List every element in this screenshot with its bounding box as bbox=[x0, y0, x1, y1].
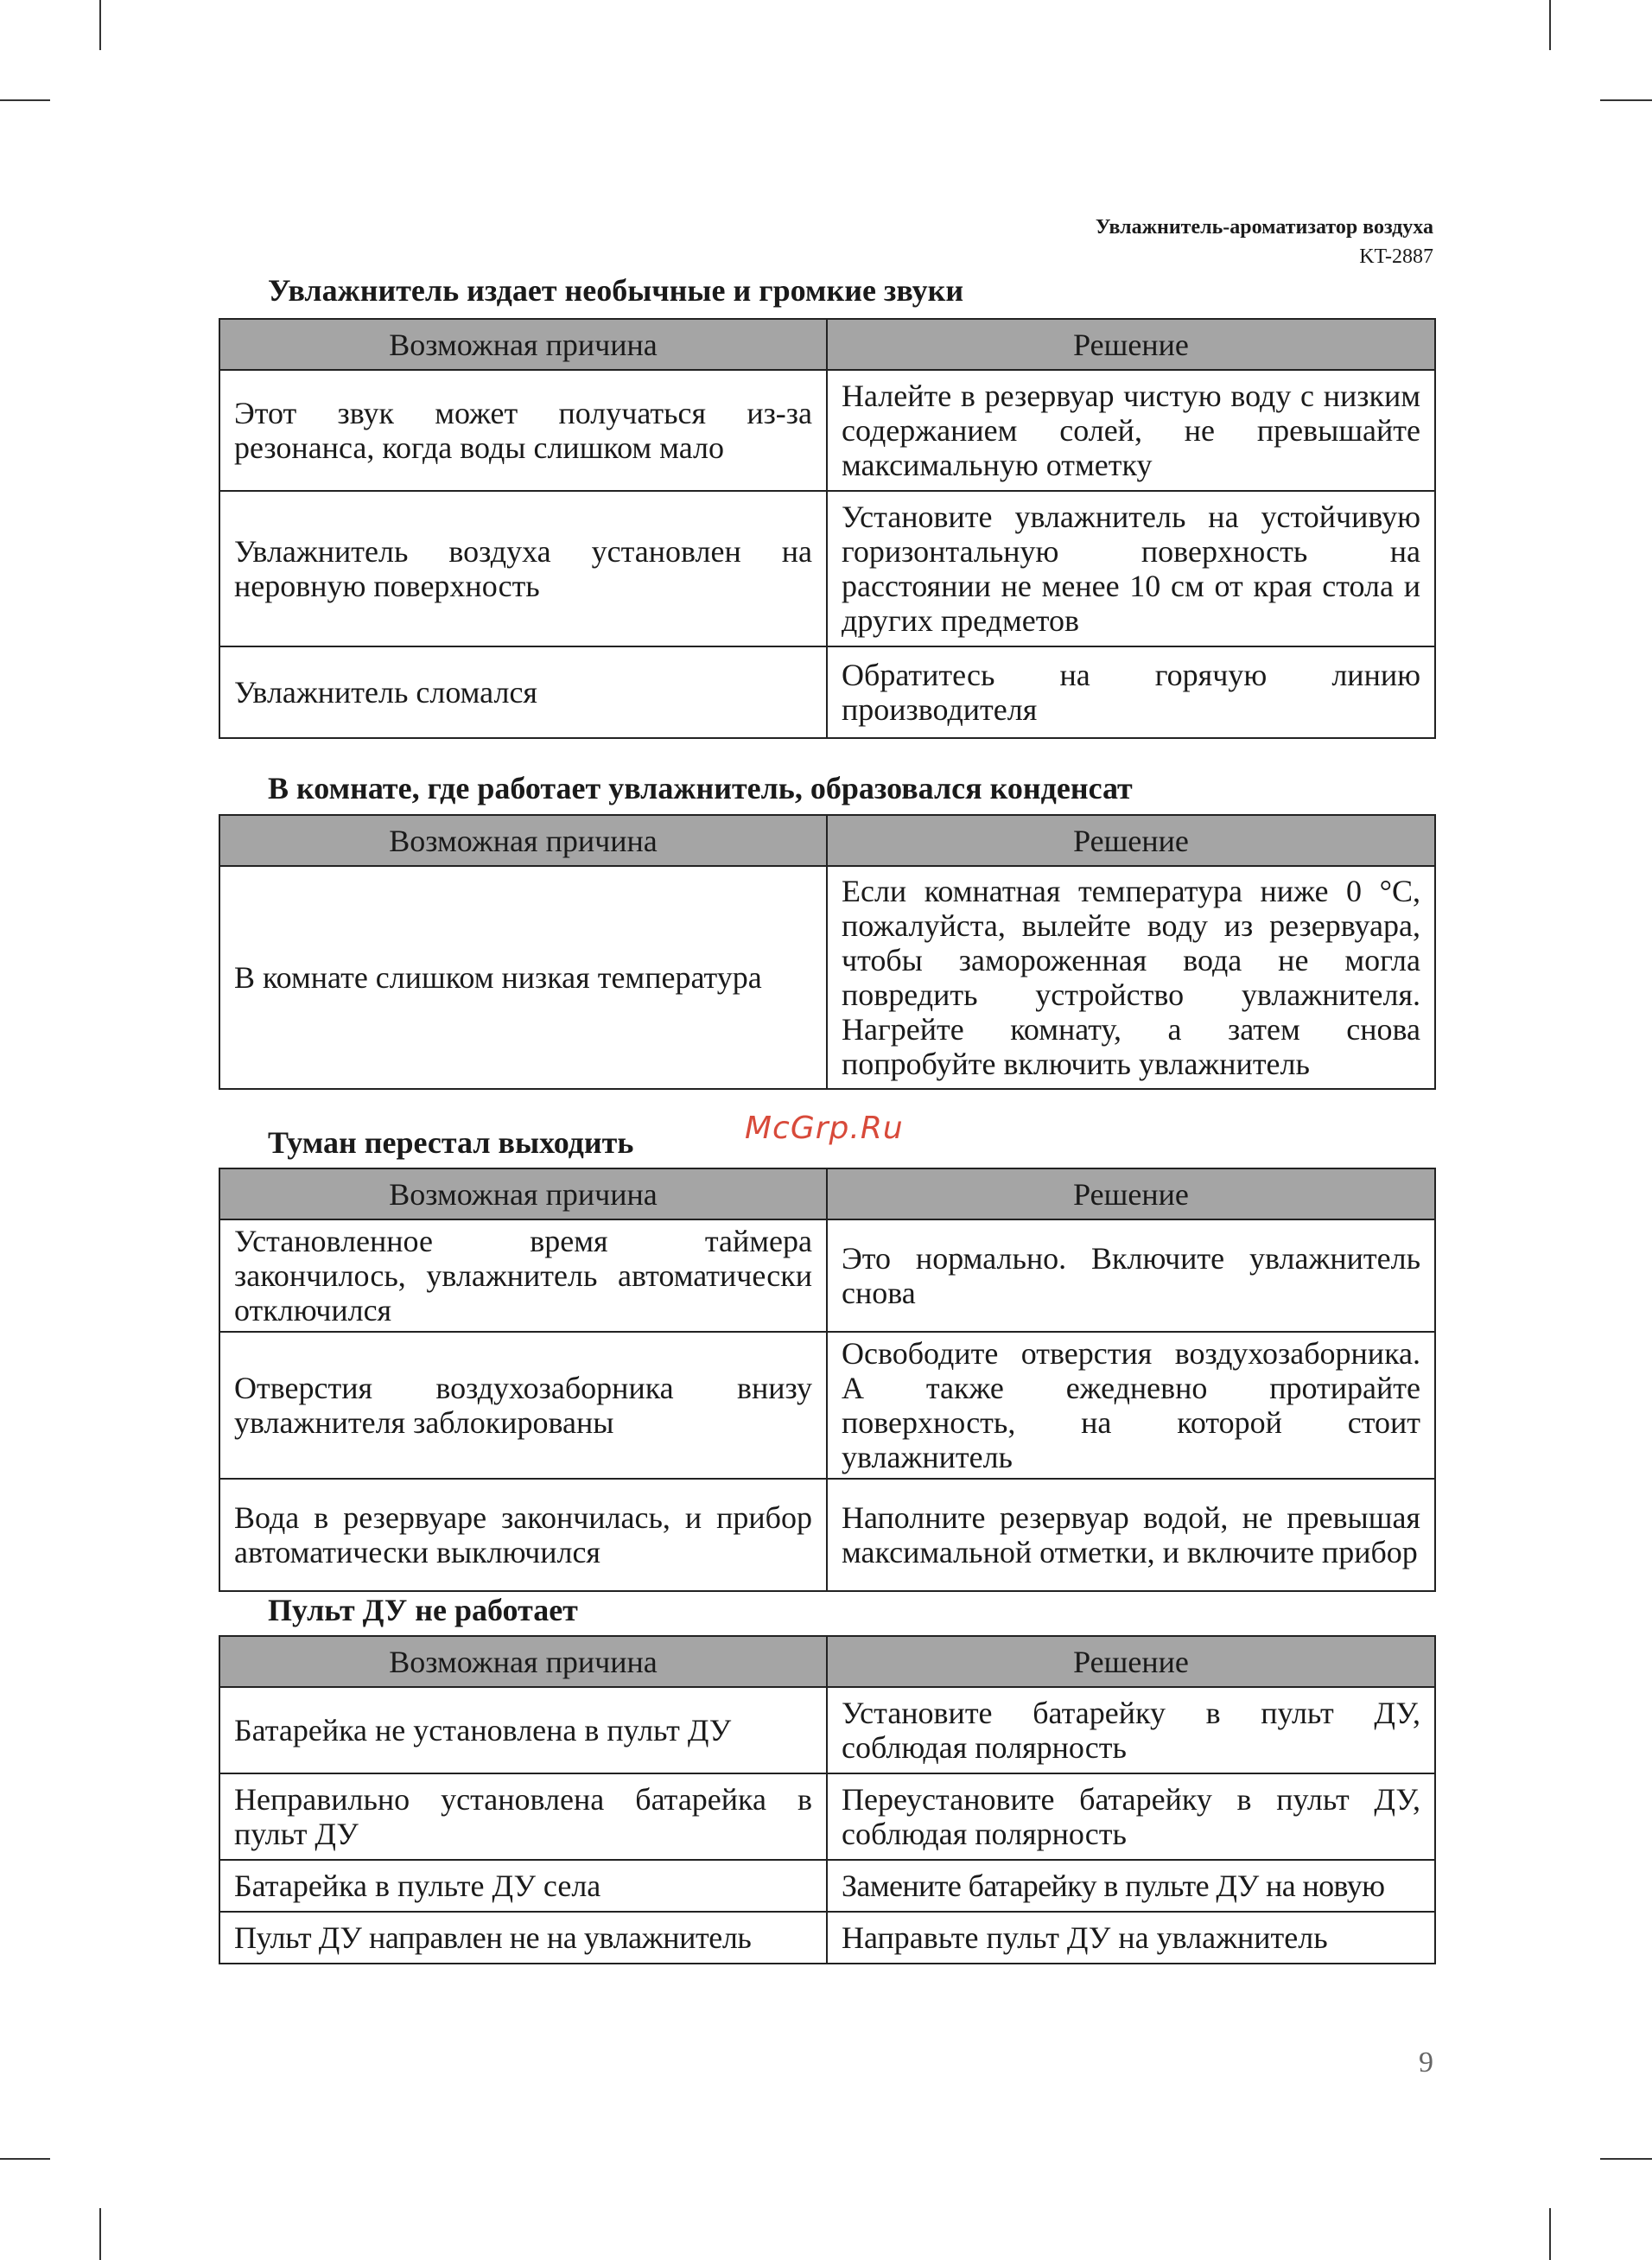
cause-cell: Установленное время таймера закончилось, увлажнитель автоматически отключился bbox=[219, 1219, 827, 1332]
solution-cell: Направьте пульт ДУ на увлажнитель bbox=[827, 1912, 1435, 1964]
solution-cell: Установите батарейку в пульт ДУ, соблюдая полярность bbox=[827, 1687, 1435, 1773]
cause-cell: Увлажнитель сломался bbox=[219, 646, 827, 738]
table-header-row bbox=[219, 319, 1435, 370]
table-row bbox=[219, 646, 1435, 738]
table-row bbox=[219, 1479, 1435, 1591]
header-solution: Решение bbox=[827, 1168, 1435, 1219]
page-number: 9 bbox=[1419, 2047, 1433, 2079]
section-title: Туман перестал выходить bbox=[268, 1125, 634, 1160]
solution-cell: Обратитесь на горячую линию производителя bbox=[827, 646, 1435, 738]
table-row bbox=[219, 1912, 1435, 1964]
cause-cell: Вода в резервуаре закончилась, и прибор автоматически выключился bbox=[219, 1479, 827, 1591]
cause-cell: Батарейка в пульте ДУ села bbox=[219, 1860, 827, 1912]
cause-cell: Пульт ДУ направлен не на увлажнитель bbox=[219, 1912, 827, 1964]
table-header-row bbox=[219, 1636, 1435, 1687]
cause-cell: Неправильно установлена батарейка в пульт ДУ bbox=[219, 1773, 827, 1860]
table-row bbox=[219, 1773, 1435, 1860]
table-row bbox=[219, 1332, 1435, 1479]
troubleshooting-table bbox=[219, 1635, 1436, 1964]
troubleshooting-table bbox=[219, 1168, 1436, 1592]
header-model: KT-2887 bbox=[1359, 245, 1433, 268]
cause-cell: Увлажнитель воздуха установлен на неровную поверхность bbox=[219, 491, 827, 646]
table-row bbox=[219, 1687, 1435, 1773]
cause-cell: Отверстия воздухозаборника внизу увлажнителя заблокированы bbox=[219, 1332, 827, 1479]
header-solution: Решение bbox=[827, 815, 1435, 866]
crop-mark bbox=[0, 99, 50, 101]
cause-cell: В комнате слишком низкая температура bbox=[219, 866, 827, 1089]
table-header-row bbox=[219, 1168, 1435, 1219]
solution-cell: Установите увлажнитель на устойчивую горизонтальную поверхность на расстоянии не менее 10 см от края стола и других предметов bbox=[827, 491, 1435, 646]
section-title: Пульт ДУ не работает bbox=[268, 1593, 578, 1627]
crop-mark bbox=[1549, 2208, 1551, 2260]
header-cause: Возможная причина bbox=[219, 815, 827, 866]
table-row bbox=[219, 370, 1435, 491]
solution-cell: Наполните резервуар водой, не превышая максимальной отметки, и включите прибор bbox=[827, 1479, 1435, 1591]
solution-cell: Налейте в резервуар чистую воду с низким содержанием солей, не превышайте максимальную отметку bbox=[827, 370, 1435, 491]
troubleshooting-table bbox=[219, 814, 1436, 1090]
header-product: Увлажнитель-ароматизатор воздуха bbox=[1095, 216, 1433, 239]
watermark: McGrp.Ru bbox=[745, 1111, 904, 1146]
section-title: В комнате, где работает увлажнитель, образовался конденсат bbox=[268, 771, 1133, 805]
troubleshooting-table bbox=[219, 318, 1436, 739]
solution-cell: Замените батарейку в пульте ДУ на новую bbox=[827, 1860, 1435, 1912]
table-row bbox=[219, 491, 1435, 646]
header-cause: Возможная причина bbox=[219, 319, 827, 370]
solution-cell: Это нормально. Включите увлажнитель снова bbox=[827, 1219, 1435, 1332]
crop-mark bbox=[1600, 99, 1652, 101]
running-header bbox=[1096, 213, 1433, 271]
crop-mark bbox=[99, 0, 101, 50]
header-solution: Решение bbox=[827, 1636, 1435, 1687]
solution-cell: Если комнатная температура ниже 0 °C, пожалуйста, вылейте воду из резервуара, чтобы замороженная вода не могла повредить устройство увлажнителя. Нагрейте комнату, а затем снова попробуйте включить увлажнитель bbox=[827, 866, 1435, 1089]
crop-mark bbox=[1549, 0, 1551, 50]
header-cause: Возможная причина bbox=[219, 1636, 827, 1687]
section-title: Увлажнитель издает необычные и громкие звуки bbox=[268, 273, 964, 308]
solution-cell: Освободите отверстия воздухозаборника. А также ежедневно протирайте поверхность, на которой стоит увлажнитель bbox=[827, 1332, 1435, 1479]
crop-mark bbox=[99, 2208, 101, 2260]
crop-mark bbox=[0, 2158, 50, 2160]
cause-cell: Батарейка не установлена в пульт ДУ bbox=[219, 1687, 827, 1773]
table-row bbox=[219, 1860, 1435, 1912]
table-row bbox=[219, 866, 1435, 1089]
solution-cell: Переустановите батарейку в пульт ДУ, соблюдая полярность bbox=[827, 1773, 1435, 1860]
header-cause: Возможная причина bbox=[219, 1168, 827, 1219]
table-header-row bbox=[219, 815, 1435, 866]
table-row bbox=[219, 1219, 1435, 1332]
cause-cell: Этот звук может получаться из-за резонанса, когда воды слишком мало bbox=[219, 370, 827, 491]
crop-mark bbox=[1600, 2158, 1652, 2160]
header-solution: Решение bbox=[827, 319, 1435, 370]
